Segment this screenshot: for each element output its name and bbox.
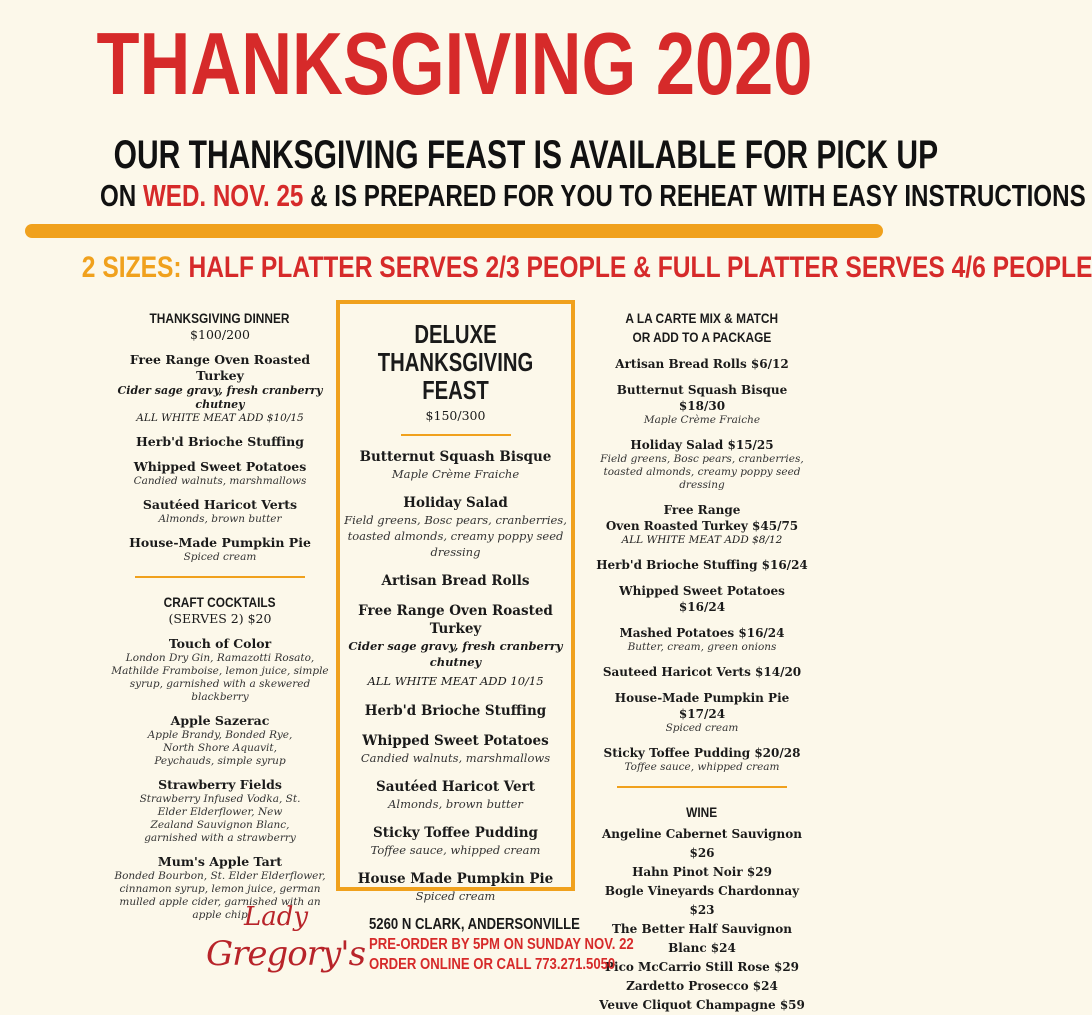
wine-item: Pico McCarrio Still Rose $29 [604,959,800,974]
wine-item: Angeline Cabernet Sauvignon $26 [601,826,802,860]
menu-item-desc: Maple Crème Fraiche [391,466,520,481]
lady-gregorys-logo [206,900,366,990]
wine-item: Zardetto Prosecco $24 [626,978,778,993]
orange-divider-bar [25,224,883,238]
menu-item-name: Butternut Squash Bisque $18/30 [616,383,788,413]
wine-item: Hahn Pinot Noir $29 [632,864,772,879]
deluxe-price: $150/300 [425,408,486,423]
menu-item-desc: Apple Brandy, Bonded Rye, North Shore Aquavit, Peychauds, simple syrup [147,728,293,767]
menu-item-name: Sautéed Haricot Vert [376,778,535,795]
menu-item-desc: Spiced cream [415,888,496,903]
menu-item-name: Mum's Apple Tart [157,853,283,869]
menu-item-desc: Butter, cream, green onions [627,641,777,653]
left-column [105,308,335,922]
menu-item-desc: Cider sage gravy, fresh cranberry chutney [117,384,323,411]
menu-item-note: ALL WHITE MEAT ADD $8/12 [621,534,783,546]
menu-item-desc: Spiced cream [183,551,257,563]
menu-item-name: Free Range Oven Roasted Turkey [129,352,311,383]
pickup-date-line [99,176,1086,216]
menu-item-desc: Toffee sauce, whipped cream [624,761,780,773]
menu-item-name: Holiday Salad [403,494,508,511]
menu-item-name: Whipped Sweet Potatoes [133,459,307,474]
menu-item-name: Whipped Sweet Potatoes $16/24 [619,584,785,614]
logo-line: Lady [244,902,309,932]
dinner-price: $100/200 [190,327,250,342]
menu-item-name: Holiday Salad $15/25 [630,438,774,452]
menu-item-desc: Candied walnuts, marshmallows [133,475,307,487]
menu-item-desc: Field greens, Bosc pears, cranberries, toasted almonds, creamy poppy seed dressing [344,512,567,559]
menu-item-name: House Made Pumpkin Pie [357,870,554,887]
menu-item-desc: Almonds, brown butter [158,513,282,525]
alacarte-subtitle: OR ADD TO A PACKAGE [632,330,772,345]
menu-item-note: ALL WHITE MEAT ADD 10/15 [367,673,544,688]
deluxe-feast-box [336,300,575,903]
menu-item-name: Artisan Bread Rolls $6/12 [615,357,789,371]
menu-item-name: Free Range [663,503,741,517]
right-column [596,308,808,1015]
footer-info [369,915,769,975]
section-divider [617,786,787,788]
wine-title: WINE [686,804,718,820]
menu-item-name: Apple Sazerac [170,712,270,728]
menu-item-name: House-Made Pumpkin Pie $17/24 [614,691,790,721]
menu-item-name: Artisan Bread Rolls [381,572,530,589]
sizes-text: HALF PLATTER SERVES 2/3 PEOPLE & FULL PLATTER SERVES 4/6 PEOPLE [181,251,1092,284]
menu-item-name: House-Made Pumpkin Pie [129,535,311,550]
menu-item-desc: London Dry Gin, Ramazotti Rosato, Mathilde Framboise, lemon juice, simple syrup, garnished with a skewered blackberry [111,651,329,703]
menu-item-name: Sautéed Haricot Verts [142,497,298,512]
menu-item-desc: Toffee sauce, whipped cream [370,842,541,857]
menu-item-name: Oven Roasted Turkey $45/75 [605,519,799,533]
preorder-deadline: PRE-ORDER BY 5PM ON SUNDAY NOV. 22 [369,936,634,953]
menu-item-name: Sauteed Haricot Verts $14/20 [602,665,802,679]
menu-item-name: Touch of Color [168,635,272,651]
sizes-prefix: 2 SIZES: [81,251,182,284]
menu-item-note: ALL WHITE MEAT ADD $10/15 [136,412,304,424]
menu-item-name: Herb'd Brioche Stuffing [364,702,547,719]
menu-item-desc: Field greens, Bosc pears, cranberries, toasted almonds, creamy poppy seed dressing [600,453,804,491]
wine-item: The Better Half Sauvignon Blanc $24 [611,921,793,955]
logo-line: Gregory's [206,934,366,974]
menu-item-name: Herb'd Brioche Stuffing [136,434,304,449]
section-divider [401,434,511,436]
menu-item-name: Free Range Oven Roasted Turkey [358,602,553,637]
wine-item: Bogle Vineyards Chardonnay $23 [604,883,800,917]
pickup-date-prefix: ON [99,178,143,213]
cocktails-title: CRAFT COCKTAILS [164,594,276,610]
cocktails-subtitle: (SERVES 2) $20 [168,610,272,626]
section-divider [135,576,305,578]
menu-item-name: Sticky Toffee Pudding $20/28 [603,746,801,760]
pickup-date-suffix: & IS PREPARED FOR YOU TO REHEAT WITH EASY INSTRUCTIONS [303,178,1086,213]
menu-item-desc: Maple Crème Fraiche [643,414,761,426]
deluxe-title-line: FEAST [422,375,489,405]
wine-item: Veuve Cliquot Champagne $59 [599,997,805,1012]
sizes-line [81,248,1092,288]
pickup-date: WED. NOV. 25 [142,178,304,213]
menu-item-name: Whipped Sweet Potatoes [362,732,549,749]
pickup-headline: OUR THANKSGIVING FEAST IS AVAILABLE FOR PICK UP [113,133,939,177]
order-contact: ORDER ONLINE OR CALL 773.271.5050 [369,956,616,973]
menu-item-desc: Almonds, brown butter [388,796,523,811]
menu-item-name: Sticky Toffee Pudding [373,824,538,841]
address: 5260 N CLARK, ANDERSONVILLE [369,916,580,933]
menu-item-desc: Spiced cream [665,722,739,734]
alacarte-title: A LA CARTE MIX & MATCH [625,311,779,326]
menu-item-name: Butternut Squash Bisque [359,448,552,465]
menu-item-name: Mashed Potatoes $16/24 [619,626,785,640]
menu-item-name: Strawberry Fields [158,776,282,792]
menu-item-desc: Candied walnuts, marshmallows [360,750,551,765]
deluxe-title-line: DELUXE [414,319,497,349]
menu-item-desc: Bonded Bourbon, St. Elder Elderflower, cinnamon syrup, lemon juice, german mulled apple cider, garnished with an apple chip [114,869,326,921]
menu-item-name: Herb'd Brioche Stuffing $16/24 [596,558,808,572]
page-title: THANKSGIVING 2020 [96,14,813,113]
deluxe-title-line: THANKSGIVING [377,347,534,377]
menu-item-desc: Strawberry Infused Vodka, St. Elder Elderflower, New Zealand Sauvignon Blanc, garnished with a strawberry [139,792,301,844]
menu-item-desc: Cider sage gravy, fresh cranberry chutney [348,638,563,669]
dinner-title: THANKSGIVING DINNER [150,311,290,326]
